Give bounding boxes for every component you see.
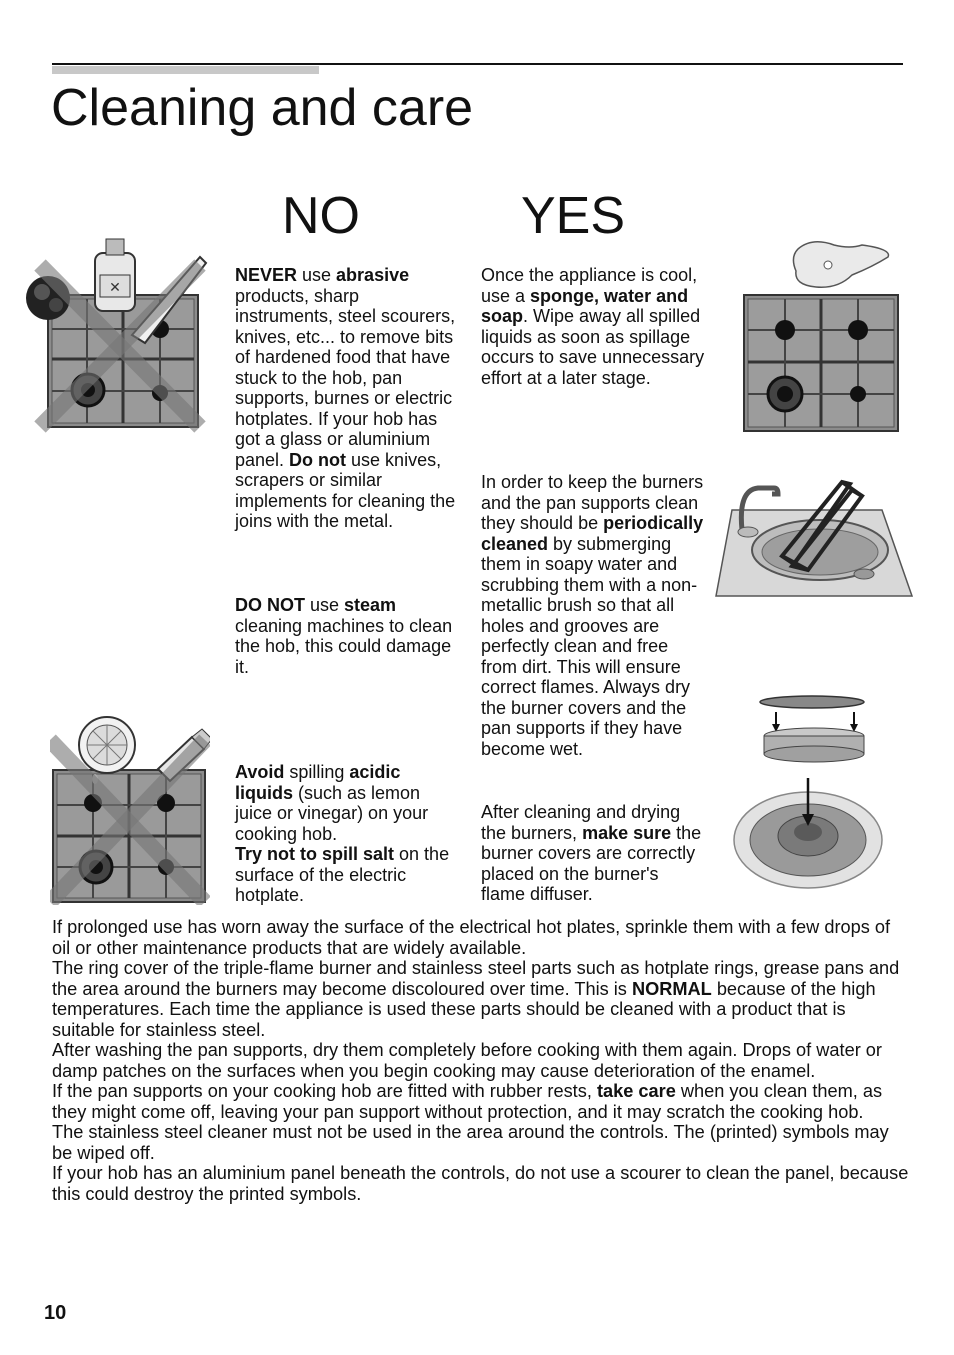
header-accent-bar: [52, 66, 319, 74]
svg-text:✕: ✕: [109, 280, 121, 296]
page-title: Cleaning and care: [51, 79, 474, 137]
bold-text-run: Avoid: [235, 762, 285, 782]
page-number: 10: [44, 1302, 67, 1324]
text-run: Once the appliance is cool, use a: [481, 265, 698, 306]
text-run: . Wipe away all spilled liquids as soon as spillage occurs to save unnecessary effort at a later stage.: [481, 306, 705, 388]
bold-text-run: periodically cleaned: [481, 513, 704, 554]
note-paragraph: [52, 1122, 912, 1163]
text-run: use: [297, 265, 337, 285]
bold-text-run: make sure: [582, 822, 672, 843]
text-run: use: [305, 595, 345, 615]
text-run: because of the high temperatures. Each time the appliance is used these parts should be cleaned with a product that is suitable for stainless steel.: [52, 978, 876, 1040]
text-run: After washing the pan supports, dry them completely before cooking with them again. Drops of water or damp patches on the surfaces when you begin cooking may cause deterioration of the enamel.: [52, 1040, 882, 1081]
pan-support-in-sink-icon: [712, 470, 914, 602]
bold-text-run: Do not: [289, 449, 347, 470]
yes-text-burner-covers: [481, 802, 706, 905]
yes-text-sponge: [481, 265, 706, 388]
text-run: on the surface of the electric hotplate.: [235, 844, 450, 905]
bold-text-run: Try not to spill salt: [235, 844, 395, 864]
note-paragraph: [52, 917, 912, 958]
text-run: If prolonged use has worn away the surface of the electrical hot plates, sprinkle them with a few drops of oil or other maintenance products that are widely available.: [52, 917, 891, 958]
text-run: If your hob has an aluminium panel beneath the controls, do not use a scourer to clean the panel, because this could destroy the printed symbols.: [52, 1163, 909, 1204]
text-run: spilling: [284, 762, 350, 782]
text-run: If the pan supports on your cooking hob are fitted with rubber rests,: [52, 1081, 597, 1101]
text-run: (such as lemon juice or vinegar) on your cooking hob.: [235, 782, 429, 844]
hob-with-scourer-knife-crossed-icon: [20, 235, 210, 435]
yes-text-periodic-cleaning: [481, 472, 706, 759]
no-text-acidic-para: [235, 762, 460, 844]
burner-cover-placement-icon: [728, 690, 888, 900]
header-rule: [52, 63, 903, 65]
bold-text-run: take care: [596, 1081, 676, 1101]
bold-text-run: steam: [344, 595, 397, 615]
text-run: the burner covers are correctly placed on the burner's flame diffuser.: [481, 822, 702, 904]
no-text-acidic: [235, 762, 460, 906]
bold-text-run: NEVER: [235, 265, 298, 285]
note-paragraph: [52, 1163, 912, 1204]
text-run: cleaning machines to clean the hob, this could damage it.: [235, 615, 453, 677]
text-run: by submerging them in soapy water and scrubbing them with a non-metallic brush so that all holes and grooves are perfectly clean and free from dirt. This will ensure correct flames. Always dry the burner covers and the pan supports if they have become wet.: [481, 533, 698, 759]
no-text-salt-para: [235, 844, 460, 906]
text-run: products, sharp instruments, steel scourers, knives, etc... to remove bits of hardened food that have stuck to the hob, pan supports, burnes or electric hotplates. If your hob has got a glass or aluminium panel.: [235, 285, 456, 470]
maintenance-notes: [52, 917, 912, 1204]
text-run: In order to keep the burners and the pan supports clean they should be: [481, 472, 704, 533]
bold-text-run: abrasive: [336, 265, 410, 285]
no-text-steam: [235, 595, 460, 677]
note-paragraph: [52, 1040, 912, 1081]
bold-text-run: NORMAL: [631, 978, 712, 999]
note-paragraph: [52, 958, 912, 1040]
hob-with-lemon-salt-crossed-icon: [50, 715, 210, 905]
text-run: After cleaning and drying the burners,: [481, 802, 681, 843]
text-run: when you clean them, as they might come off, leaving your pan support without protection, and it may scratch the cooking hob.: [52, 1081, 883, 1122]
text-run: The stainless steel cleaner must not be used in the area around the controls. The (printed) symbols may be wiped off.: [52, 1122, 889, 1163]
bold-text-run: DO NOT: [235, 595, 305, 615]
text-run: The ring cover of the triple-flame burner and stainless steel parts such as hotplate rings, grease pans and the area around the burners may become discoloured over time. This is: [52, 958, 900, 999]
text-run: use knives, scrapers or similar implements for cleaning the joins with the metal.: [235, 449, 456, 531]
bold-text-run: acidic liquids: [235, 762, 401, 803]
note-paragraph: [52, 1081, 912, 1122]
no-text-abrasive: [235, 265, 460, 532]
yes-column-heading: YES: [521, 187, 626, 245]
no-column-heading: NO: [282, 187, 360, 245]
bold-text-run: sponge, water and soap: [481, 285, 689, 326]
hob-with-sponge-icon: [742, 235, 902, 435]
